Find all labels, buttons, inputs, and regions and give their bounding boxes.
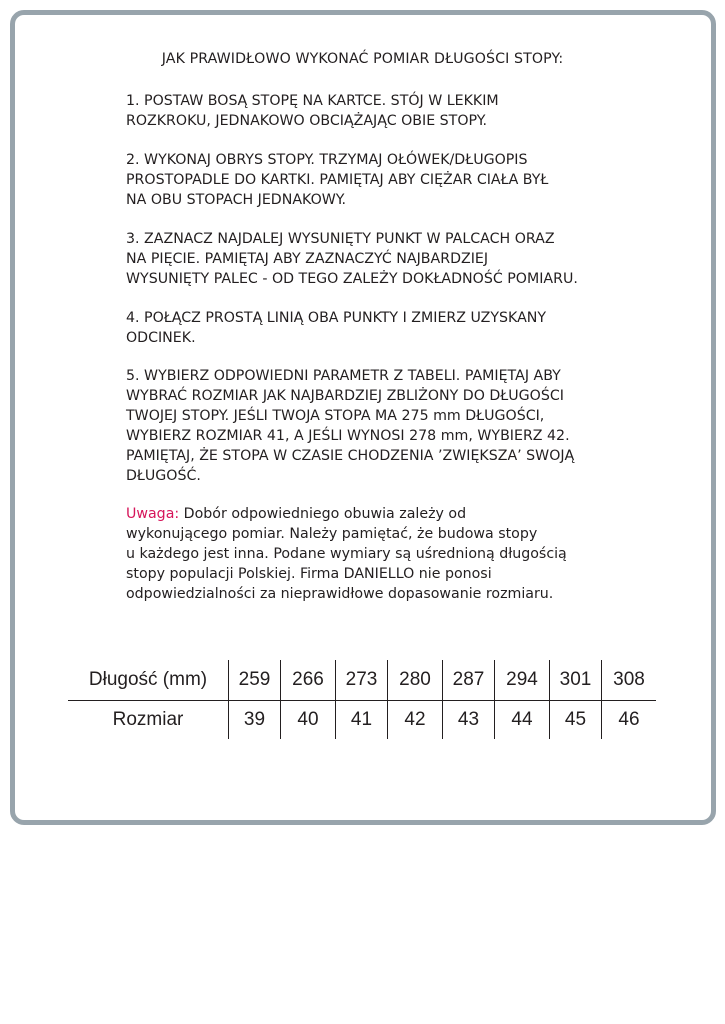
length-cell: 280 <box>388 660 443 701</box>
length-cell: 301 <box>550 660 602 701</box>
step-5: 5. WYBIERZ ODPOWIEDNI PARAMETR Z TABELI. PAMIĘTAJ ABY WYBRAĆ ROZMIAR JAK NAJBARDZIEJ ZBLIŻONY DO DŁUGOŚCI TWOJEJ STOPY. JEŚLI TWOJA STOPA MA 275 mm DŁUGOŚCI, WYBIERZ ROZMIAR 41, A JEŚLI WYNOSI 278 mm, WYBIERZ 42. PAMIĘTAJ, ŻE STOPA W CZASIE CHODZENIA ’ZWIĘKSZA’ SWOJĄ DŁUGOŚĆ. <box>126 368 575 484</box>
size-cell: 43 <box>443 701 495 740</box>
step-4: 4. POŁĄCZ PROSTĄ LINIĄ OBA PUNKTY I ZMIERZ UZYSKANY ODCINEK. <box>126 310 547 346</box>
step-2: 2. WYKONAJ OBRYS STOPY. TRZYMAJ OŁÓWEK/DŁUGOPIS PROSTOPADLE DO KARTKI. PAMIĘTAJ ABY CIĘŻAR CIAŁA BYŁ NA OBU STOPACH JEDNAKOWY. <box>126 152 549 208</box>
size-cell: 41 <box>336 701 388 740</box>
step-3: 3. ZAZNACZ NAJDALEJ WYSUNIĘTY PUNKT W PALCACH ORAZ NA PIĘCIE. PAMIĘTAJ ABY ZAZNACZYĆ NAJBARDZIEJ WYSUNIĘTY PALEC - OD TEGO ZALEŻY DOKŁADNOŚĆ POMIARU. <box>126 231 578 287</box>
size-label: Rozmiar <box>112 709 184 730</box>
length-label: Długość (mm) <box>68 660 229 701</box>
size-row <box>68 701 656 740</box>
size-cell: 39 <box>229 701 281 740</box>
warning-label: Uwaga: <box>126 506 180 522</box>
length-row <box>68 660 656 701</box>
size-cell: 45 <box>550 701 602 740</box>
length-cell: 273 <box>336 660 388 701</box>
size-cell: 40 <box>281 701 336 740</box>
length-cell: 308 <box>602 660 657 701</box>
size-table <box>68 660 656 739</box>
warning-text: Dobór odpowiedniego obuwia zależy od wykonującego pomiar. Należy pamiętać, że budowa stopy u każdego jest inna. Podane wymiary są uśrednioną długością stopy populacji Polskiej. Firma DANIELLO nie ponosi odpowiedzialności za nieprawidłowe dopasowanie rozmiaru. <box>126 506 567 602</box>
length-cell: 259 <box>229 660 281 701</box>
size-cell: 42 <box>388 701 443 740</box>
size-cell: 46 <box>602 701 657 740</box>
step-1: 1. POSTAW BOSĄ STOPĘ NA KARTCE. STÓJ W LEKKIM ROZKROKU, JEDNAKOWO OBCIĄŻAJĄC OBIE STOPY. <box>126 93 499 129</box>
warning-note <box>126 504 626 604</box>
length-cell: 294 <box>495 660 550 701</box>
length-cell: 287 <box>443 660 495 701</box>
instructions-title: JAK PRAWIDŁOWO WYKONAĆ POMIAR DŁUGOŚCI STOPY: <box>161 51 564 67</box>
size-cell: 44 <box>495 701 550 740</box>
length-cell: 266 <box>281 660 336 701</box>
